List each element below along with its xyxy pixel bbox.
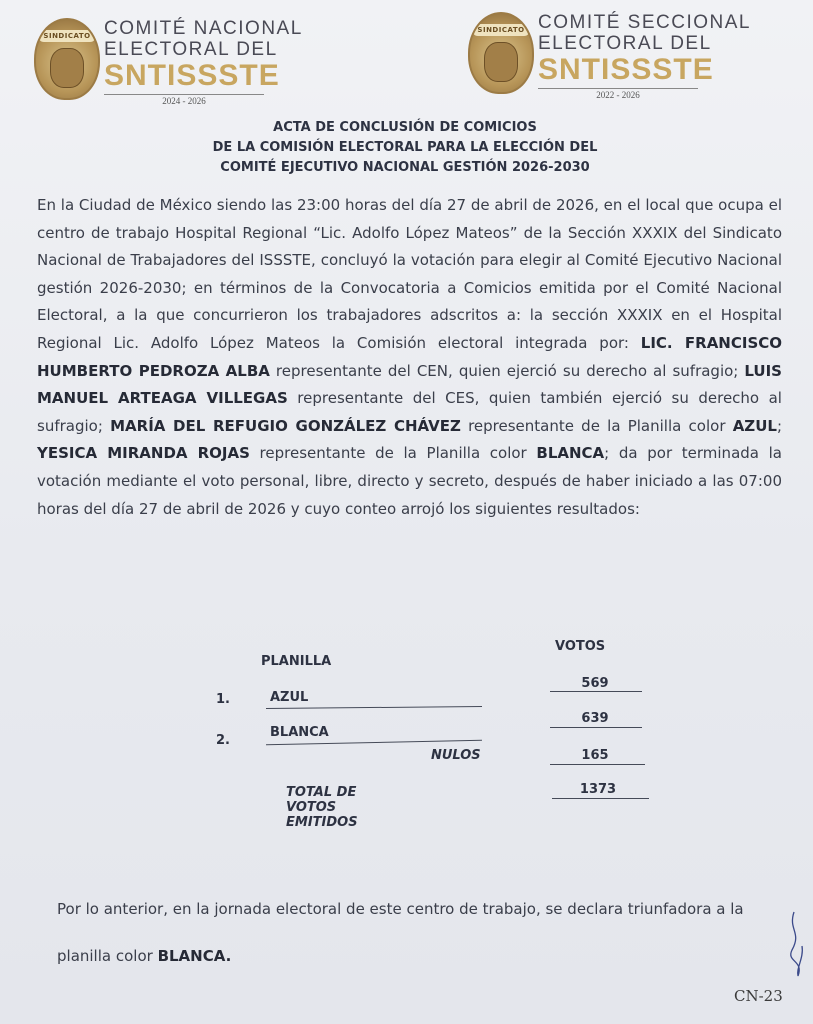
header-votos: VOTOS	[555, 639, 606, 654]
total-label: TOTAL DE VOTOS EMITIDOS	[286, 785, 358, 830]
logo-line-1: COMITÉ NACIONAL	[104, 18, 303, 39]
logo-line-3: SNTISSSTE	[104, 59, 280, 92]
row-votes: 569	[581, 676, 609, 691]
logo-years: 2022 - 2026	[538, 88, 698, 100]
row-name: BLANCA	[270, 725, 329, 740]
logo-comite-seccional	[468, 12, 751, 100]
winner-color: BLANCA	[157, 947, 226, 965]
logo-line-2: ELECTORAL DEL	[104, 39, 278, 60]
total-value: 1373	[579, 782, 617, 797]
header-planilla: PLANILLA	[261, 654, 332, 669]
seal-ribbon-text: SINDICATO	[38, 30, 96, 42]
name-azul-rep: MARÍA DEL REFUGIO GONZÁLEZ CHÁVEZ	[110, 416, 461, 435]
name-ces: LUIS MANUEL ARTEAGA VILLEGAS	[37, 361, 782, 408]
row-num: 2.	[216, 733, 230, 748]
seal-ribbon-text: SINDICATO	[472, 24, 530, 36]
logo-years: 2024 - 2026	[104, 94, 264, 106]
color-azul: AZUL	[732, 416, 777, 435]
title-line-1: ACTA DE CONCLUSIÓN DE COMICIOS	[273, 120, 537, 135]
nulos-label: NULOS	[431, 748, 481, 763]
body-paragraph: En la Ciudad de México siendo las 23:00 horas del día 27 de abril de 2026, en el local que ocupa el centro de trabajo Hospital Regional “Lic. Adolfo López Mateos” de la Sección XXXIX del Sindicato Nacional de Trabajadores del ISSSTE, concluyó la votación para elegir al Comité Ejecutivo Nacional gestión 2026-2030; en términos de la Convocatoria a Comicios emitida por el Comité Nacional Electoral, a la que concurrieron los trabajadores adscritos a: la sección XXXIX en el Hospital Regional Lic. Adolfo López Mateos la Comisión electoral integrada por: LIC. FRANCISCO HUMBERTO PEDROZA ALBA representante del CEN, quien ejerció su derecho al sufragio; LUIS MANUEL ARTEAGA VILLEGAS representante del CES, quien también ejerció su derecho al sufragio; MARÍA DEL REFUGIO GONZÁLEZ CHÁVEZ representante de la Planilla color AZUL; YESICA MIRANDA ROJAS representante de la Planilla color BLANCA; da por terminada la votación mediante el voto personal, libre, directo y secreto, después de haber iniciado a las 07:00 horas del día 27 de abril de 2026 y cuyo conteo arrojó los siguientes resultados:	[37, 196, 783, 518]
logo-line-3: SNTISSSTE	[538, 53, 714, 86]
signature-mark	[784, 910, 808, 980]
row-votes: 639	[581, 711, 609, 726]
document-title	[190, 118, 620, 178]
name-blanca-rep: YESICA MIRANDA ROJAS	[37, 444, 250, 463]
row-name: AZUL	[270, 690, 309, 705]
color-blanca: BLANCA	[536, 444, 605, 463]
logo-line-2: ELECTORAL DEL	[538, 33, 712, 54]
footer-code: CN-23	[734, 987, 783, 1005]
logo-comite-nacional	[34, 18, 303, 106]
logo-line-1: COMITÉ SECCIONAL	[538, 12, 751, 33]
title-line-2: DE LA COMISIÓN ELECTORAL PARA LA ELECCIÓN DEL	[212, 140, 598, 155]
row-num: 1.	[216, 692, 230, 707]
title-line-3: COMITÉ EJECUTIVO NACIONAL GESTIÓN 2026-2030	[220, 160, 590, 175]
name-cen: LIC. FRANCISCO HUMBERTO PEDROZA ALBA	[37, 333, 783, 380]
nulos-value: 165	[581, 748, 609, 763]
union-seal-icon	[468, 12, 534, 94]
union-seal-icon	[34, 18, 100, 100]
closing-paragraph: Por lo anterior, en la jornada electoral de este centro de trabajo, se declara triunfadora a la planilla color BLANCA.	[57, 900, 744, 965]
